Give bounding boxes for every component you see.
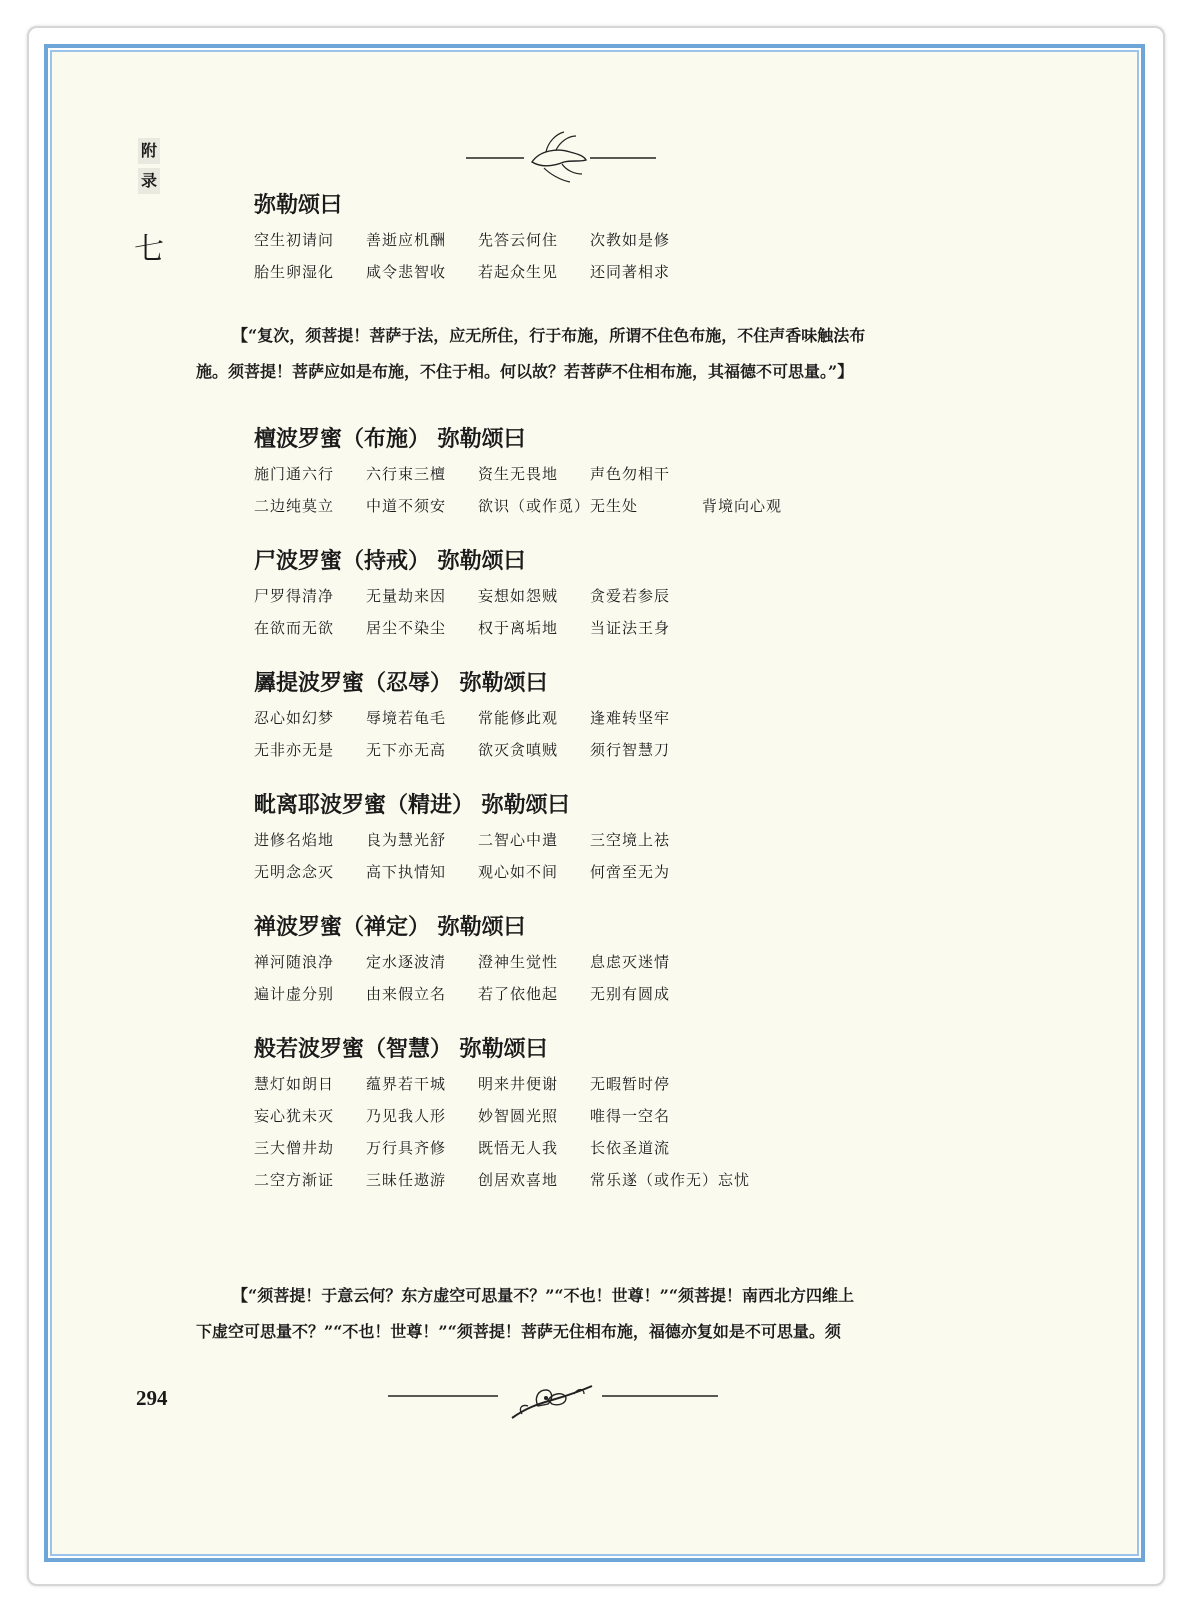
verse-line: 进修名焰地 <box>254 831 335 849</box>
verse-line: 资生无畏地 <box>478 465 559 483</box>
verse-line: 无下亦无高 <box>366 741 447 759</box>
verse-line: 无非亦无是 <box>254 741 335 759</box>
section-title: 弥勒颂曰 <box>254 193 343 218</box>
verse-row <box>254 702 954 734</box>
verse-section-dhyana <box>254 910 954 1010</box>
verse-line: 良为慧光舒 <box>366 831 447 849</box>
verse-line: 何啻至无为 <box>590 863 671 881</box>
appendix-label <box>138 138 160 198</box>
verse-line: 高下执情知 <box>366 863 447 881</box>
verse-row <box>254 256 954 288</box>
main-content <box>254 188 954 310</box>
verse-line: 还同著相求 <box>590 263 671 281</box>
section-title: 尸波罗蜜（持戒） 弥勒颂曰 <box>254 549 526 574</box>
verse-row <box>254 490 954 522</box>
verse-line: 施门通六行 <box>254 465 335 483</box>
verse-line: 居尘不染尘 <box>366 619 447 637</box>
verse-line: 当证法王身 <box>590 619 671 637</box>
verse-section-sila <box>254 544 954 644</box>
section-title: 禅波罗蜜（禅定） 弥勒颂曰 <box>254 915 526 940</box>
verse-line: 辱境若龟毛 <box>366 709 447 727</box>
verse-row <box>254 978 954 1010</box>
verse-line: 若起众生见 <box>478 263 559 281</box>
verse-line: 善逝应机酬 <box>366 231 447 249</box>
paramita-sections <box>254 422 954 1218</box>
verse-line: 贪爱若参辰 <box>590 587 671 605</box>
verse-line: 权于离垢地 <box>478 619 559 637</box>
section-title: 毗离耶波罗蜜（精进） 弥勒颂曰 <box>254 793 570 818</box>
verse-line: 声色勿相干 <box>590 465 671 483</box>
verse-line: 妄心犹未灭 <box>254 1107 335 1125</box>
verse-line: 三大僧井劫 <box>254 1139 335 1157</box>
sutra-paragraph-2 <box>196 1278 948 1350</box>
verse-line: 二智心中遣 <box>478 831 559 849</box>
verse-line: 三昧任遨游 <box>366 1171 447 1189</box>
verse-line: 由来假立名 <box>366 985 447 1003</box>
appendix-number: 七 <box>134 232 164 267</box>
section-title: 檀波罗蜜（布施） 弥勒颂曰 <box>254 427 526 452</box>
verse-row <box>254 1164 954 1196</box>
verse-line: 忍心如幻梦 <box>254 709 335 727</box>
section-title: 羼提波罗蜜（忍辱） 弥勒颂曰 <box>254 671 548 696</box>
verse-line: 蕴界若干城 <box>366 1075 447 1093</box>
appendix-label-char-1: 附 <box>138 138 160 164</box>
verse-line: 息虑灭迷情 <box>590 953 671 971</box>
verse-line: 定水逐波清 <box>366 953 447 971</box>
verse-line: 逢难转坚牢 <box>590 709 671 727</box>
verse-line: 唯得一空名 <box>590 1107 671 1125</box>
verse-line: 先答云何住 <box>478 231 559 249</box>
verse-section-dana <box>254 422 954 522</box>
verse-line: 既悟无人我 <box>478 1139 559 1157</box>
section-title: 般若波罗蜜（智慧） 弥勒颂曰 <box>254 1037 548 1062</box>
verse-line: 二空方渐证 <box>254 1171 335 1189</box>
verse-line: 妙智圆光照 <box>478 1107 559 1125</box>
verse-line: 无暇暂时停 <box>590 1075 671 1093</box>
verse-line: 创居欢喜地 <box>478 1171 559 1189</box>
verse-line: 长依圣道流 <box>590 1139 671 1157</box>
verse-line: 常乐遂（或作无）忘忧 <box>590 1171 751 1189</box>
verse-line: 若了依他起 <box>478 985 559 1003</box>
verse-line: 欲识（或作觅）无生处 <box>478 497 639 515</box>
verse-line: 咸令悲智收 <box>366 263 447 281</box>
hand-ornament-icon <box>466 128 656 188</box>
verse-line: 澄神生觉性 <box>478 953 559 971</box>
verse-line: 次教如是修 <box>590 231 671 249</box>
verse-section-prajna <box>254 1032 954 1196</box>
verse-line: 在欲而无欲 <box>254 619 335 637</box>
intro-verse-section <box>254 188 954 288</box>
verse-line: 欲灭贪嗔贼 <box>478 741 559 759</box>
verse-line: 无别有圆成 <box>590 985 671 1003</box>
verse-row <box>254 1068 954 1100</box>
verse-line: 空生初请问 <box>254 231 335 249</box>
verse-line: 常能修此观 <box>478 709 559 727</box>
verse-line: 乃见我人形 <box>366 1107 447 1125</box>
verse-line: 二边纯莫立 <box>254 497 335 515</box>
verse-row <box>254 612 954 644</box>
verse-line: 背境向心观 <box>702 497 783 515</box>
verse-line: 观心如不间 <box>478 863 559 881</box>
verse-row <box>254 458 954 490</box>
verse-row <box>254 580 954 612</box>
paragraph-line: 【“须菩提！于意云何？东方虚空可思量不？”“不也！世尊！”“须菩提！南西北方四维上 <box>232 1286 855 1305</box>
verse-line: 明来井便谢 <box>478 1075 559 1093</box>
appendix-label-char-2: 录 <box>138 168 160 194</box>
verse-section-virya <box>254 788 954 888</box>
verse-line: 中道不须安 <box>366 497 447 515</box>
verse-line: 无明念念灭 <box>254 863 335 881</box>
paragraph-line: 下虚空可思量不？”“不也！世尊！”“须菩提！菩萨无住相布施，福德亦复如是不可思量。须 <box>196 1322 841 1341</box>
verse-line: 尸罗得清净 <box>254 587 335 605</box>
verse-line: 遍计虚分别 <box>254 985 335 1003</box>
verse-line: 妄想如怨贼 <box>478 587 559 605</box>
verse-line: 无量劫来因 <box>366 587 447 605</box>
verse-line: 慧灯如朗日 <box>254 1075 335 1093</box>
verse-line: 三空境上祛 <box>590 831 671 849</box>
sutra-paragraph-1 <box>196 318 948 390</box>
verse-line: 万行具齐修 <box>366 1139 447 1157</box>
verse-row <box>254 824 954 856</box>
verse-row <box>254 1100 954 1132</box>
paragraph-line: 施。须菩提！菩萨应如是布施，不住于相。何以故？若菩萨不住相布施，其福德不可思量。”】 <box>196 362 854 381</box>
verse-line: 胎生卵湿化 <box>254 263 335 281</box>
verse-row <box>254 946 954 978</box>
flower-ornament-icon <box>388 1378 718 1428</box>
page-number: 294 <box>136 1386 168 1410</box>
verse-row <box>254 224 954 256</box>
verse-line: 禅河随浪净 <box>254 953 335 971</box>
verse-line: 六行束三檀 <box>366 465 447 483</box>
verse-row <box>254 734 954 766</box>
verse-row <box>254 856 954 888</box>
paragraph-line: 【“复次，须菩提！菩萨于法，应无所住，行于布施，所谓不住色布施，不住声香味触法布 <box>232 326 866 345</box>
verse-line: 须行智慧刀 <box>590 741 671 759</box>
verse-section-ksanti <box>254 666 954 766</box>
verse-row <box>254 1132 954 1164</box>
